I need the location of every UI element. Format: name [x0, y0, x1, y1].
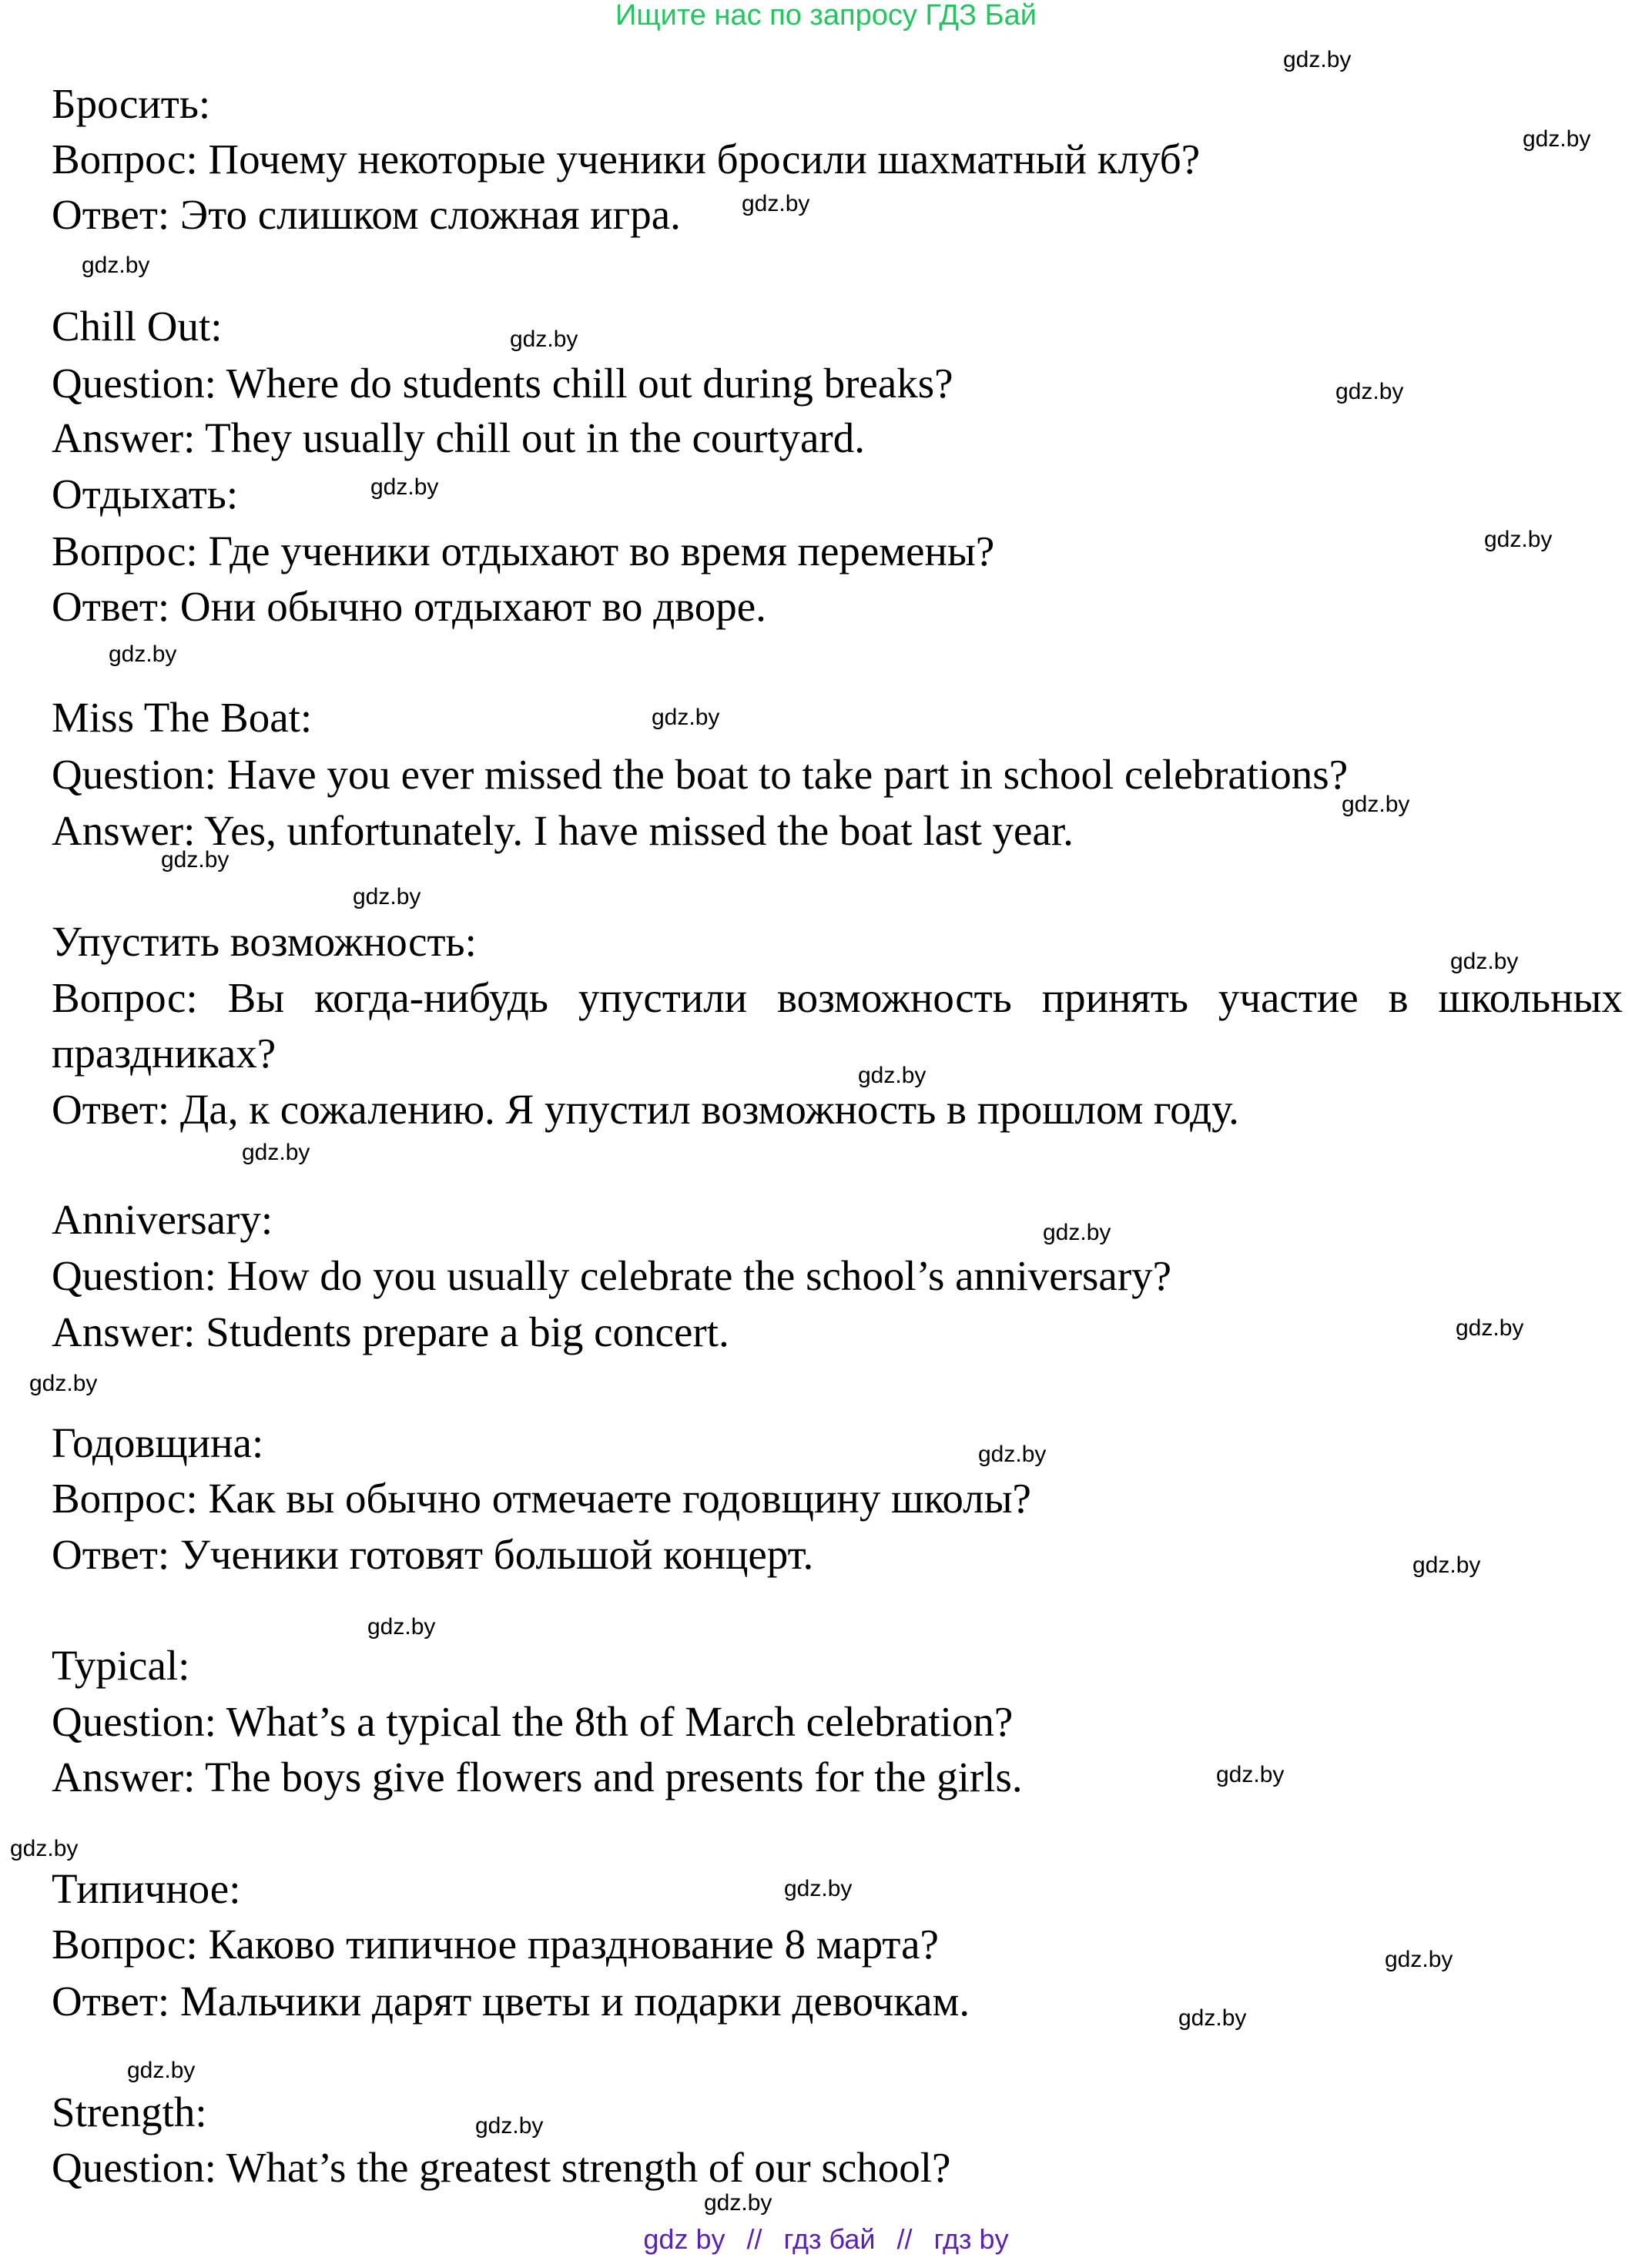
section-heading: Strength: — [52, 2088, 207, 2135]
watermark: gdz.by — [1178, 2005, 1247, 2031]
section-heading: Typical: — [52, 1642, 190, 1689]
watermark: gdz.by — [127, 2058, 196, 2083]
section-heading: Типичное: — [52, 1865, 241, 1912]
question-line: Question: How do you usually celebrate the school’s anniversary? — [52, 1252, 1172, 1299]
watermark: gdz.by — [1043, 1220, 1111, 1245]
footer-link-gdz-by-mixed[interactable]: гдз by — [933, 2223, 1009, 2255]
answer-line: Ответ: Мальчики дарят цветы и подарки девочкам. — [52, 1978, 970, 2025]
watermark: gdz.by — [742, 191, 810, 216]
watermark: gdz.by — [367, 1614, 436, 1640]
section-heading: Anniversary: — [52, 1196, 273, 1243]
footer-separator: // — [896, 2223, 913, 2255]
top-banner: Ищите нас по запросу ГДЗ Бай — [615, 0, 1037, 32]
question-line: Question: Where do students chill out during breaks? — [52, 360, 953, 407]
footer-separator: // — [746, 2223, 762, 2255]
watermark: gdz.by — [82, 253, 150, 278]
watermark: gdz.by — [353, 884, 421, 909]
watermark: gdz.by — [1216, 1762, 1285, 1787]
question-line: Question: Have you ever missed the boat to take part in school celebrations? — [52, 751, 1349, 798]
answer-line: Answer: Students prepare a big concert. — [52, 1308, 729, 1355]
watermark: gdz.by — [10, 1836, 79, 1861]
watermark: gdz.by — [704, 2190, 772, 2216]
answer-line: Answer: Yes, unfortunately. I have missed the boat last year. — [52, 807, 1074, 854]
section-heading: Отдыхать: — [52, 471, 239, 518]
answer-line: Ответ: Это слишком сложная игра. — [52, 191, 681, 238]
watermark: gdz.by — [652, 705, 720, 730]
section-heading: Упустить возможность: — [52, 918, 477, 965]
section-heading: Бросить: — [52, 80, 211, 127]
question-line: Вопрос: Почему некоторые ученики бросили шахматный клуб? — [52, 136, 1201, 183]
watermark: gdz.by — [475, 2113, 544, 2139]
watermark: gdz.by — [510, 327, 578, 352]
answer-line: Ответ: Ученики готовят большой концерт. — [52, 1531, 814, 1578]
watermark: gdz.by — [1456, 1315, 1524, 1341]
watermark: gdz.by — [978, 1442, 1047, 1467]
watermark: gdz.by — [1385, 1947, 1453, 1972]
question-line: Вопрос: Как вы обычно отмечаете годовщину школы? — [52, 1475, 1031, 1522]
watermark: gdz.by — [29, 1371, 98, 1396]
question-line: Вопрос: Каково типичное празднование 8 марта? — [52, 1921, 939, 1968]
watermark: gdz.by — [1412, 1553, 1481, 1578]
section-heading: Годовщина: — [52, 1419, 264, 1466]
watermark: gdz.by — [1342, 792, 1410, 817]
watermark: gdz.by — [858, 1063, 927, 1088]
watermark: gdz.by — [1484, 527, 1553, 552]
watermark: gdz.by — [1335, 379, 1404, 404]
answer-line: Answer: The boys give flowers and presents for the girls. — [52, 1754, 1023, 1800]
answer-line: Ответ: Они обычно отдыхают во дворе. — [52, 583, 766, 630]
watermark: gdz.by — [1450, 949, 1519, 974]
footer-link-gdz-bai[interactable]: гдз бай — [783, 2223, 876, 2255]
answer-line: Ответ: Да, к сожалению. Я упустил возможность в прошлом году. — [52, 1086, 1239, 1133]
watermark: gdz.by — [784, 1876, 853, 1901]
answer-line: Answer: They usually chill out in the courtyard. — [52, 414, 865, 461]
watermark: gdz.by — [1523, 126, 1591, 152]
question-line: Вопрос: Вы когда-нибудь упустили возможность принять участие в школьных — [52, 974, 1623, 1021]
question-line: Вопрос: Где ученики отдыхают во время перемены? — [52, 528, 995, 574]
section-heading: Chill Out: — [52, 303, 223, 350]
watermark: gdz.by — [242, 1140, 310, 1165]
question-line: Question: What’s the greatest strength of our school? — [52, 2144, 951, 2191]
footer-links — [0, 2224, 1652, 2258]
watermark: gdz.by — [161, 847, 230, 873]
watermark: gdz.by — [109, 641, 177, 667]
footer-link-gdz-by[interactable]: gdz by — [643, 2223, 725, 2255]
question-line-continued: праздниках? — [52, 1030, 276, 1077]
watermark: gdz.by — [370, 474, 439, 500]
watermark: gdz.by — [1283, 47, 1352, 72]
section-heading: Miss The Boat: — [52, 694, 313, 741]
question-line: Question: What’s a typical the 8th of March celebration? — [52, 1698, 1014, 1745]
